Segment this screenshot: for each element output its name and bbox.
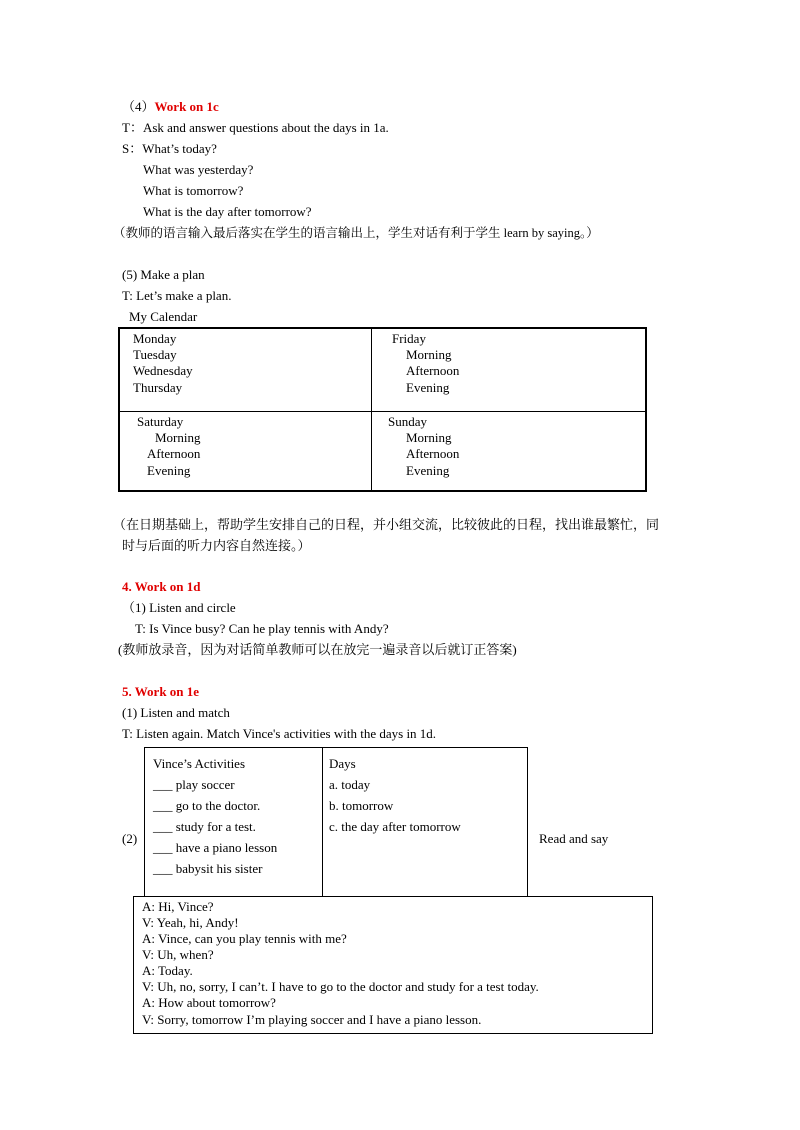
dialogue-line: A: How about tomorrow? — [142, 995, 276, 1010]
calendar-slot: Afternoon — [406, 363, 460, 378]
activity-item: ___ play soccer — [153, 777, 235, 792]
dialogue-line: A: Today. — [142, 963, 193, 978]
calendar-vertical-divider — [371, 329, 372, 490]
days-header: Days — [329, 756, 356, 771]
dialogue-box — [133, 896, 653, 1034]
calendar-slot: Morning — [406, 347, 452, 362]
teaching-note: (教师放录音，因为对话简单教师可以在放完一遍录音以后就订正答案) — [118, 642, 517, 657]
calendar-day: Thursday — [133, 380, 183, 395]
dialogue-line: V: Uh, when? — [142, 947, 214, 962]
dialogue-line: A: Hi, Vince? — [142, 899, 214, 914]
calendar-day-friday: Friday — [392, 331, 426, 346]
dialogue-line: V: Sorry, tomorrow I’m playing soccer and I have a piano lesson. — [142, 1012, 482, 1027]
day-option: a. today — [329, 777, 371, 792]
calendar-day: Tuesday — [133, 347, 177, 362]
teaching-note: （在日期基础上，帮助学生安排自己的日程，并小组交流，比较彼此的日程，找出谁最繁忙，同 — [113, 517, 660, 532]
part-5-subtitle: (1) Listen and match — [122, 705, 230, 720]
question-line: What is the day after tomorrow? — [143, 204, 312, 219]
calendar-day: Monday — [133, 331, 177, 346]
calendar-slot: Evening — [406, 380, 450, 395]
teacher-line: T: Listen again. Match Vince's activities with the days in 1d. — [122, 726, 437, 741]
matching-table — [144, 747, 528, 897]
question-line: What was yesterday? — [143, 162, 254, 177]
activities-header: Vince’s Activities — [153, 756, 246, 771]
teacher-line: T: Let’s make a plan. — [122, 288, 232, 303]
calendar-horizontal-divider — [120, 411, 645, 412]
calendar-day-sunday: Sunday — [388, 414, 427, 429]
student-line: S：What’s today? — [122, 141, 217, 156]
calendar-slot: Evening — [406, 463, 450, 478]
matching-divider — [322, 748, 323, 896]
calendar-slot: Afternoon — [147, 446, 201, 461]
dialogue-line: A: Vince, can you play tennis with me? — [142, 931, 347, 946]
activity-item: ___ have a piano lesson — [153, 840, 278, 855]
section-4-title: Work on 1c — [154, 99, 219, 114]
activity-item: ___ go to the doctor. — [153, 798, 261, 813]
item-label: (2) — [122, 831, 138, 846]
read-and-say-label: Read and say — [539, 831, 609, 846]
dialogue-line: V: Uh, no, sorry, I can’t. I have to go to the doctor and study for a test today. — [142, 979, 539, 994]
part-5-title: 5. Work on 1e — [122, 684, 200, 699]
calendar-slot: Morning — [155, 430, 201, 445]
calendar-day-saturday: Saturday — [137, 414, 184, 429]
day-option: b. tomorrow — [329, 798, 394, 813]
activity-item: ___ babysit his sister — [153, 861, 263, 876]
calendar-slot: Evening — [147, 463, 191, 478]
teaching-note: （教师的语言输入最后落实在学生的语言输出上，学生对话有利于学生 learn by saying。） — [113, 226, 599, 240]
day-option: c. the day after tomorrow — [329, 819, 461, 834]
calendar-slot: Morning — [406, 430, 452, 445]
activity-item: ___ study for a test. — [153, 819, 256, 834]
calendar-day: Wednesday — [133, 363, 193, 378]
teacher-line: T: Is Vince busy? Can he play tennis with Andy? — [135, 621, 389, 636]
teacher-line: T：Ask and answer questions about the days in 1a. — [122, 120, 389, 135]
section-4-prefix: （4） — [122, 99, 155, 114]
calendar-slot: Afternoon — [406, 446, 460, 461]
calendar-table — [118, 327, 647, 492]
dialogue-line: V: Yeah, hi, Andy! — [142, 915, 239, 930]
part-4-title: 4. Work on 1d — [122, 579, 201, 594]
question-line: What is tomorrow? — [143, 183, 244, 198]
section-4-heading — [122, 99, 219, 115]
calendar-title: My Calendar — [129, 309, 198, 324]
section-5-title: (5) Make a plan — [122, 267, 205, 282]
part-4-subtitle: （1) Listen and circle — [122, 600, 236, 615]
teaching-note: 时与后面的听力内容自然连接。） — [122, 538, 311, 553]
